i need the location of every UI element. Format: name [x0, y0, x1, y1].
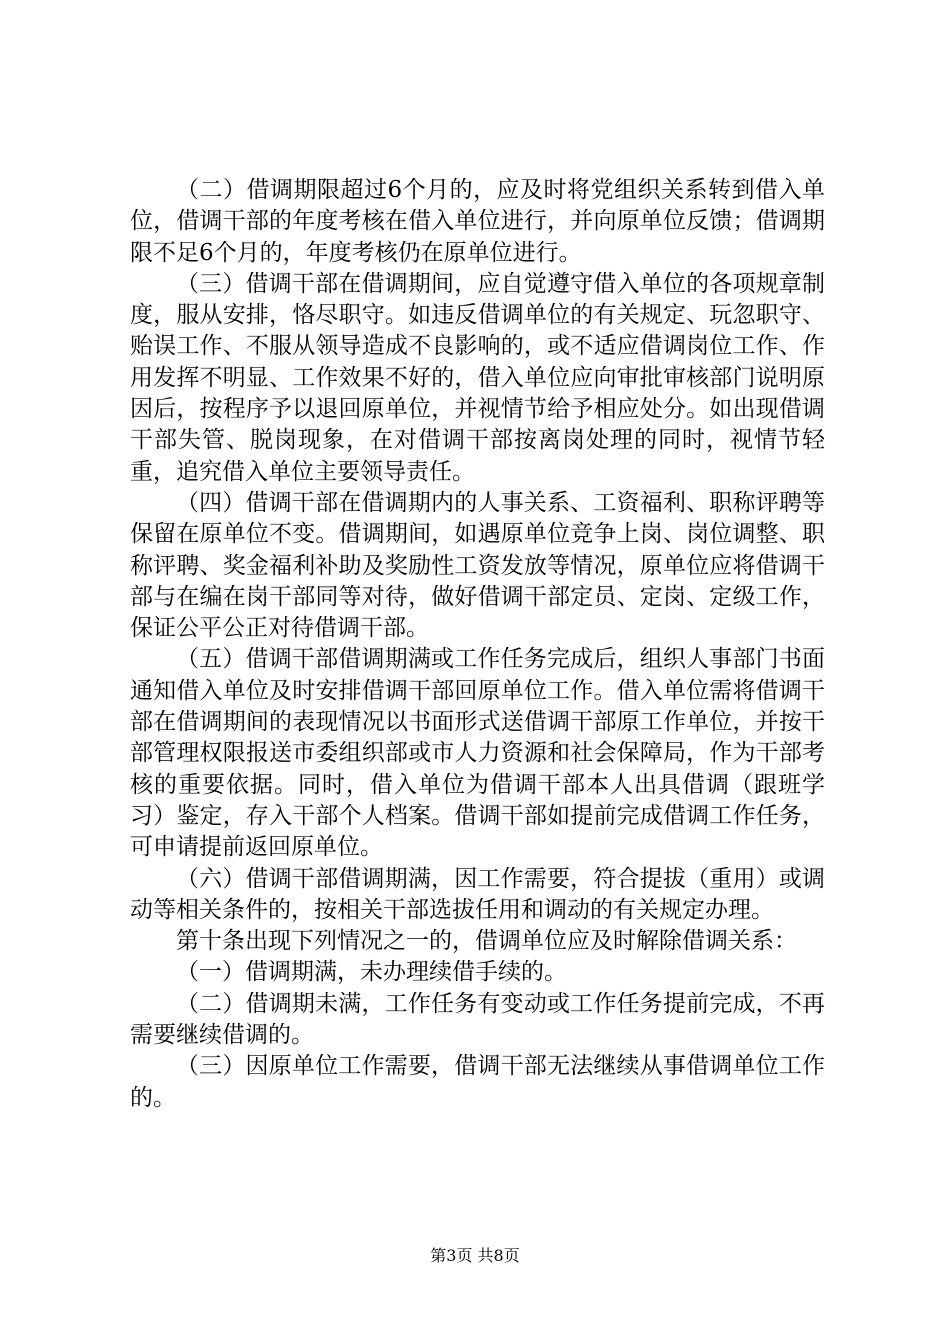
paragraph-9: （三）因原单位工作需要，借调干部无法继续从事借调单位工作的。 — [130, 1053, 825, 1111]
page-footer: 第3页 共8页 — [430, 1246, 520, 1265]
paragraph-3: （四）借调干部在借调期内的人事关系、工资福利、职称评聘等保留在原单位不变。借调期间，如遇原单位竞争上岗、岗位调整、职称评聘、奖金福利补助及奖励性工资发放等情况，原单位应将借调干部与在编在岗干部同等对待，做好借调干部定员、定岗、定级工作，保证公平公正对待借调干部。 — [130, 489, 825, 642]
paragraph-7: （一）借调期满，未办理续借手续的。 — [176, 959, 567, 986]
paragraph-5: （六）借调干部借调期满，因工作需要，符合提拔（重用）或调动等相关条件的，按相关干部选拔任用和调动的有关规定办理。 — [130, 865, 825, 923]
paragraph-2: （三）借调干部在借调期间，应自觉遵守借入单位的各项规章制度，服从安排，恪尽职守。如违反借调单位的有关规定、玩忽职守、贻误工作、不服从领导造成不良影响的，或不适应借调岗位工作、作用发挥不明显、工作效果不好的，借入单位应向审批审核部门说明原因后，按程序予以退回原单位，并视情节给予相应处分。如出现借调干部失管、脱岗现象，在对借调干部按离岗处理的同时，视情节轻重，追究借入单位主要领导责任。 — [130, 270, 825, 485]
document-body — [130, 175, 825, 1114]
paragraph-4: （五）借调干部借调期满或工作任务完成后，组织人事部门书面通知借入单位及时安排借调干部回原单位工作。借入单位需将借调干部在借调期间的表现情况以书面形式送借调干部原工作单位，并按干部管理权限报送市委组织部或市人力资源和社会保障局，作为干部考核的重要依据。同时，借入单位为借调干部本人出具借调（跟班学习）鉴定，存入干部个人档案。借调干部如提前完成借调工作任务，可申请提前返回原单位。 — [130, 646, 825, 861]
paragraph-1: （二）借调期限超过6个月的，应及时将党组织关系转到借入单位，借调干部的年度考核在借入单位进行，并向原单位反馈；借调期限不足6个月的，年度考核仍在原单位进行。 — [130, 177, 825, 266]
paragraph-6: 第十条出现下列情况之一的，借调单位应及时解除借调关系： — [176, 928, 797, 955]
paragraph-8: （二）借调期未满，工作任务有变动或工作任务提前完成，不再需要继续借调的。 — [130, 990, 825, 1049]
